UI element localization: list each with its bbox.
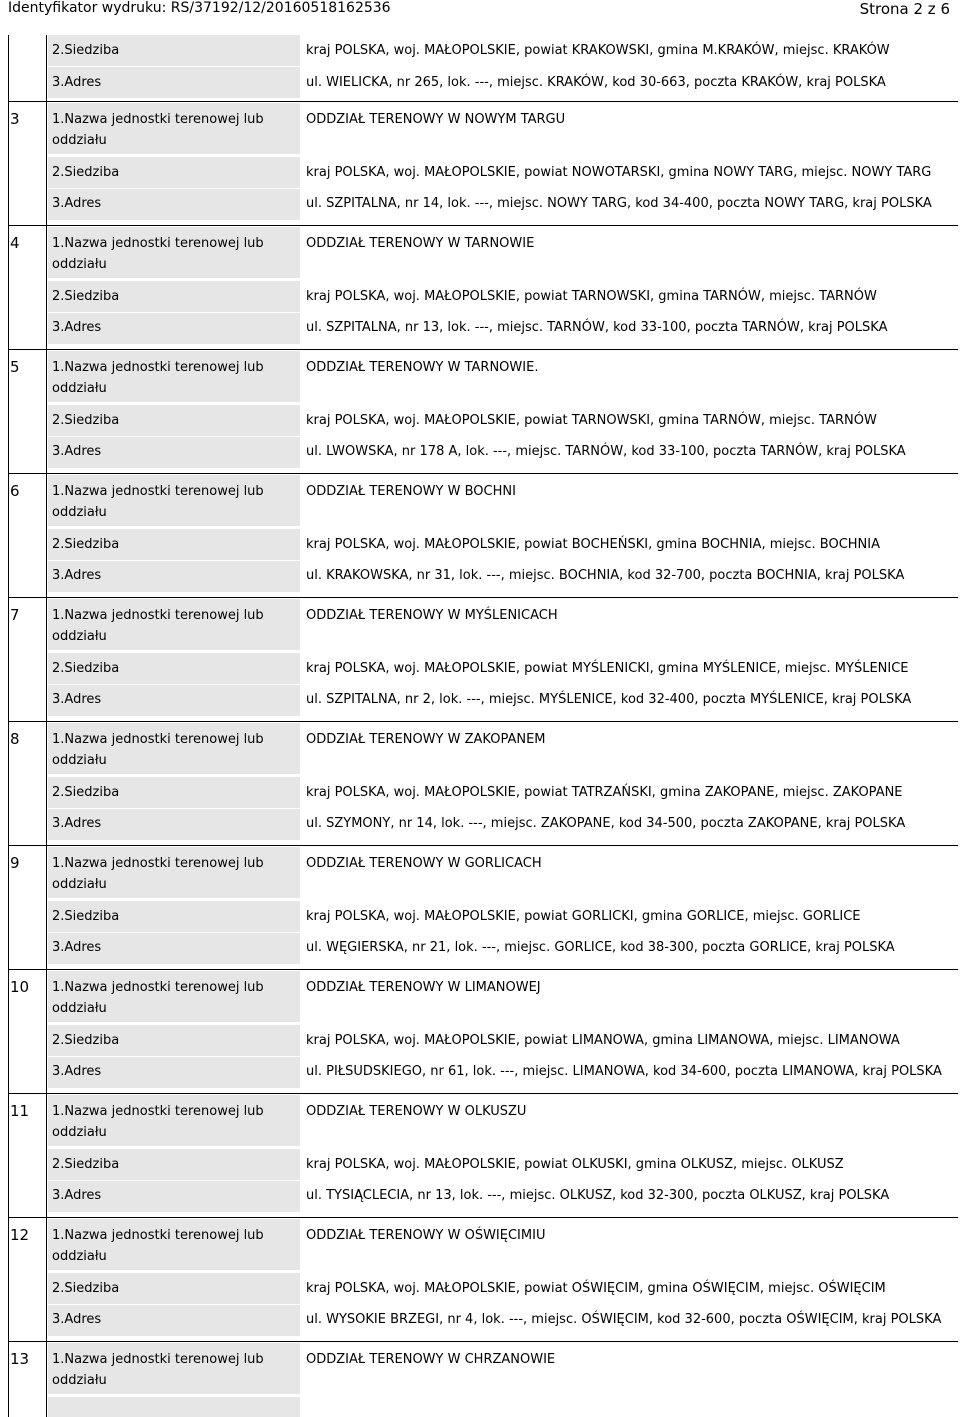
entry-block (8, 969, 958, 1093)
nazwa-label-line1: 1.Nazwa jednostki terenowej lub (52, 360, 264, 375)
nazwa-value: ODDZIAŁ TERENOWY W ZAKOPANEM (306, 732, 546, 747)
entry-number: 13 (10, 1350, 30, 1368)
nazwa-value: ODDZIAŁ TERENOWY W OŚWIĘCIMIU (306, 1228, 546, 1243)
entry-block (8, 101, 958, 225)
adres-value: ul. PIŁSUDSKIEGO, nr 61, lok. ---, miejsc. LIMANOWA, kod 34-600, poczta LIMANOWA, kraj POLSKA (306, 1064, 942, 1079)
adres-label: 3.Adres (52, 940, 102, 955)
siedziba-label: 2.Siedziba (52, 661, 120, 676)
entry-number: 5 (10, 358, 20, 376)
nazwa-label-line1: 1.Nazwa jednostki terenowej lub (52, 484, 264, 499)
siedziba-label: 2.Siedziba (52, 165, 120, 180)
adres-value: ul. WIELICKA, nr 265, lok. ---, miejsc. KRAKÓW, kod 30-663, poczta KRAKÓW, kraj POLSKA (306, 75, 886, 90)
page-header (0, 0, 960, 18)
siedziba-value: kraj POLSKA, woj. MAŁOPOLSKIE, powiat TATRZAŃSKI, gmina ZAKOPANE, miejsc. ZAKOPANE (306, 785, 903, 800)
nazwa-label-line1: 1.Nazwa jednostki terenowej lub (52, 856, 264, 871)
siedziba-value: kraj POLSKA, woj. MAŁOPOLSKIE, powiat MYŚLENICKI, gmina MYŚLENICE, miejsc. MYŚLENICE (306, 661, 909, 676)
entry-block (8, 225, 958, 349)
siedziba-value: kraj POLSKA, woj. MAŁOPOLSKIE, powiat OLKUSKI, gmina OLKUSZ, miejsc. OLKUSZ (306, 1157, 844, 1172)
adres-value: ul. WĘGIERSKA, nr 21, lok. ---, miejsc. GORLICE, kod 38-300, poczta GORLICE, kraj POLSKA (306, 940, 895, 955)
nazwa-label-line1: 1.Nazwa jednostki terenowej lub (52, 980, 264, 995)
entry-block (8, 845, 958, 969)
adres-value: ul. SZPITALNA, nr 14, lok. ---, miejsc. NOWY TARG, kod 34-400, poczta NOWY TARG, kraj POLSKA (306, 196, 932, 211)
entry-block (8, 1093, 958, 1217)
entry-number: 12 (10, 1226, 30, 1244)
entry-partial (8, 35, 958, 101)
siedziba-value: kraj POLSKA, woj. MAŁOPOLSKIE, powiat GORLICKI, gmina GORLICE, miejsc. GORLICE (306, 909, 861, 924)
entry-number: 9 (10, 854, 20, 872)
entry-block (8, 597, 958, 721)
nazwa-label-line1: 1.Nazwa jednostki terenowej lub (52, 1352, 264, 1367)
adres-label: 3.Adres (52, 444, 102, 459)
siedziba-label: 2.Siedziba (52, 537, 120, 552)
nazwa-label-line2: oddziału (52, 1249, 107, 1264)
entry-block (8, 349, 958, 473)
adres-label: 3.Adres (52, 1188, 102, 1203)
adres-value: ul. SZPITALNA, nr 2, lok. ---, miejsc. MYŚLENICE, kod 32-400, poczta MYŚLENICE, kraj POLSKA (306, 692, 912, 707)
adres-value: ul. LWOWSKA, nr 178 A, lok. ---, miejsc. TARNÓW, kod 33-100, poczta TARNÓW, kraj POLSKA (306, 444, 906, 459)
adres-label: 3.Adres (52, 196, 102, 211)
print-identifier: Identyfikator wydruku: RS/37192/12/20160518162536 (8, 0, 391, 16)
nazwa-label-line1: 1.Nazwa jednostki terenowej lub (52, 608, 264, 623)
nazwa-value: ODDZIAŁ TERENOWY W MYŚLENICACH (306, 608, 558, 623)
entry-number: 3 (10, 110, 20, 128)
siedziba-value: kraj POLSKA, woj. MAŁOPOLSKIE, powiat NOWOTARSKI, gmina NOWY TARG, miejsc. NOWY TARG (306, 165, 932, 180)
entry-number: 10 (10, 978, 30, 996)
nazwa-label-line2: oddziału (52, 1373, 107, 1388)
siedziba-label: 2.Siedziba (52, 1157, 120, 1172)
nazwa-value: ODDZIAŁ TERENOWY W OLKUSZU (306, 1104, 527, 1119)
siedziba-value: kraj POLSKA, woj. MAŁOPOLSKIE, powiat OŚWIĘCIM, gmina OŚWIĘCIM, miejsc. OŚWIĘCIM (306, 1281, 886, 1296)
nazwa-label-line2: oddziału (52, 505, 107, 520)
siedziba-label: 2.Siedziba (52, 43, 120, 58)
siedziba-label: 2.Siedziba (52, 413, 120, 428)
adres-value: ul. KRAKOWSKA, nr 31, lok. ---, miejsc. BOCHNIA, kod 32-700, poczta BOCHNIA, kraj POLSKA (306, 568, 905, 583)
adres-value: ul. SZPITALNA, nr 13, lok. ---, miejsc. TARNÓW, kod 33-100, poczta TARNÓW, kraj POLSKA (306, 320, 888, 335)
siedziba-label: 2.Siedziba (52, 909, 120, 924)
nazwa-label-line1: 1.Nazwa jednostki terenowej lub (52, 236, 264, 251)
nazwa-value: ODDZIAŁ TERENOWY W BOCHNI (306, 484, 516, 499)
nazwa-label-line2: oddziału (52, 629, 107, 644)
nazwa-label-line1: 1.Nazwa jednostki terenowej lub (52, 732, 264, 747)
siedziba-label: 2.Siedziba (52, 785, 120, 800)
entry-number: 8 (10, 730, 20, 748)
nazwa-label-line2: oddziału (52, 1001, 107, 1016)
siedziba-label: 2.Siedziba (52, 1033, 120, 1048)
adres-label: 3.Adres (52, 1312, 102, 1327)
nazwa-value: ODDZIAŁ TERENOWY W NOWYM TARGU (306, 112, 566, 127)
siedziba-value: kraj POLSKA, woj. MAŁOPOLSKIE, powiat TARNOWSKI, gmina TARNÓW, miejsc. TARNÓW (306, 413, 877, 428)
page-number: Strona 2 z 6 (859, 0, 950, 18)
adres-value: ul. TYSIĄCLECIA, nr 13, lok. ---, miejsc. OLKUSZ, kod 32-300, poczta OLKUSZ, kraj POLSKA (306, 1188, 890, 1203)
nazwa-label-line1: 1.Nazwa jednostki terenowej lub (52, 1228, 264, 1243)
siedziba-value: kraj POLSKA, woj. MAŁOPOLSKIE, powiat LIMANOWA, gmina LIMANOWA, miejsc. LIMANOWA (306, 1033, 900, 1048)
nazwa-label-line2: oddziału (52, 753, 107, 768)
adres-label: 3.Adres (52, 568, 102, 583)
siedziba-value: kraj POLSKA, woj. MAŁOPOLSKIE, powiat KRAKOWSKI, gmina M.KRAKÓW, miejsc. KRAKÓW (306, 43, 890, 58)
nazwa-value: ODDZIAŁ TERENOWY W CHRZANOWIE (306, 1352, 556, 1367)
nazwa-value: ODDZIAŁ TERENOWY W LIMANOWEJ (306, 980, 541, 995)
nazwa-label-line2: oddziału (52, 877, 107, 892)
entry-block (8, 1341, 958, 1417)
registry-table (8, 35, 958, 1417)
entry-number: 11 (10, 1102, 30, 1120)
siedziba-value: kraj POLSKA, woj. MAŁOPOLSKIE, powiat BOCHEŃSKI, gmina BOCHNIA, miejsc. BOCHNIA (306, 537, 881, 552)
nazwa-label-line2: oddziału (52, 1125, 107, 1140)
nazwa-value: ODDZIAŁ TERENOWY W GORLICACH (306, 856, 542, 871)
nazwa-label-line1: 1.Nazwa jednostki terenowej lub (52, 1104, 264, 1119)
adres-label: 3.Adres (52, 692, 102, 707)
entry-number: 4 (10, 234, 20, 252)
label-cell (47, 1397, 300, 1417)
siedziba-label: 2.Siedziba (52, 1281, 120, 1296)
entry-block (8, 721, 958, 845)
nazwa-value: ODDZIAŁ TERENOWY W TARNOWIE (306, 236, 535, 251)
nazwa-value: ODDZIAŁ TERENOWY W TARNOWIE. (306, 360, 539, 375)
nazwa-label-line2: oddziału (52, 381, 107, 396)
adres-value: ul. SZYMONY, nr 14, lok. ---, miejsc. ZAKOPANE, kod 34-500, poczta ZAKOPANE, kraj POLSKA (306, 816, 906, 831)
nazwa-label-line2: oddziału (52, 133, 107, 148)
adres-label: 3.Adres (52, 816, 102, 831)
entry-block (8, 473, 958, 597)
adres-label: 3.Adres (52, 320, 102, 335)
entry-block (8, 1217, 958, 1341)
entry-number: 7 (10, 606, 20, 624)
adres-label: 3.Adres (52, 1064, 102, 1079)
entry-number: 6 (10, 482, 20, 500)
siedziba-value: kraj POLSKA, woj. MAŁOPOLSKIE, powiat TARNOWSKI, gmina TARNÓW, miejsc. TARNÓW (306, 289, 877, 304)
siedziba-label: 2.Siedziba (52, 289, 120, 304)
adres-label: 3.Adres (52, 75, 102, 90)
nazwa-label-line2: oddziału (52, 257, 107, 272)
nazwa-label-line1: 1.Nazwa jednostki terenowej lub (52, 112, 264, 127)
adres-value: ul. WYSOKIE BRZEGI, nr 4, lok. ---, miejsc. OŚWIĘCIM, kod 32-600, poczta OŚWIĘCIM, kraj POLSKA (306, 1312, 942, 1327)
